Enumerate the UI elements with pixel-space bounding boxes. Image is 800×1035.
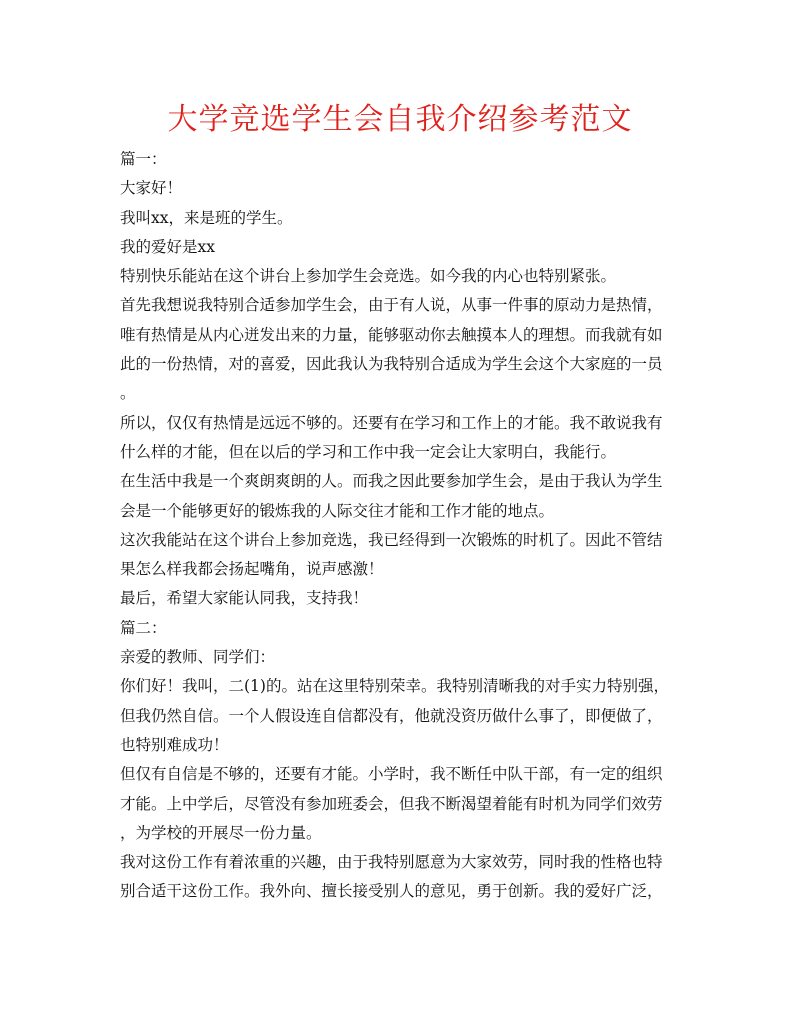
text-line: 别合适干这份工作。我外向、擅长接受别人的意见，勇于创新。我的爱好广泛，: [120, 882, 663, 901]
text-line: 我的爱好是xx: [120, 237, 215, 256]
text-line: 我对这份工作有着浓重的兴趣，由于我特别愿意为大家效劳，同时我的性格也特: [120, 853, 663, 872]
document-title: 大学竞选学生会自我介绍参考范文: [167, 102, 633, 137]
text-line: 我叫xx，来是班的学生。: [120, 208, 293, 227]
text-line: 首先我想说我特别合适参加学生会，由于有人说，从事一件事的原动力是热情，: [120, 296, 663, 315]
text-line: 亲爱的教师、同学们：: [120, 648, 276, 667]
text-line: 最后，希望大家能认同我，支持我！: [120, 589, 369, 608]
text-line: 这次我能站在这个讲台上参加竞选，我已经得到一次锻炼的时机了。因此不管结: [120, 530, 663, 549]
text-line: 但仅有自信是不够的，还要有才能。小学时，我不断任中队干部，有一定的组织: [120, 765, 663, 784]
text-line: 什么样的才能，但在以后的学习和工作中我一定会让大家明白，我能行。: [120, 442, 617, 461]
document-body: [120, 145, 680, 907]
text-line: 也特别难成功！: [120, 735, 229, 754]
text-line: 才能。上中学后，尽管没有参加班委会，但我不断渴望着能有时机为同学们效劳: [120, 794, 663, 813]
text-line: 。: [120, 384, 136, 403]
text-line: 所以，仅仅有热情是远远不够的。还要有在学习和工作上的才能。我不敢说我有: [120, 413, 663, 432]
text-line: 但我仍然自信。一个人假设连自信都没有，他就没资历做什么事了，即便做了，: [120, 706, 663, 725]
text-line: 你们好！我叫，二(1)的。站在这里特别荣幸。我特别清晰我的对手实力特别强，: [120, 677, 669, 696]
text-line: 大家好！: [120, 179, 183, 198]
text-line: 篇一：: [120, 150, 167, 168]
text-line: 在生活中我是一个爽朗爽朗的人。而我之因此要参加学生会，是由于我认为学生: [120, 472, 663, 491]
text-line: 会是一个能够更好的锻炼我的人际交往才能和工作才能的地点。: [120, 501, 555, 520]
text-line: 特别快乐能站在这个讲台上参加学生会竞选。如今我的内心也特别紧张。: [120, 267, 617, 286]
text-line: 篇二：: [120, 618, 167, 637]
text-line: 此的一份热情，对的喜爱，因此我认为我特别合适成为学生会这个大家庭的一员: [120, 355, 663, 374]
text-line: 唯有热情是从内心迸发出来的力量，能够驱动你去触摸本人的理想。而我就有如: [120, 325, 663, 344]
text-line: ，为学校的开展尽一份力量。: [120, 823, 322, 842]
text-line: 果怎么样我都会扬起嘴角，说声感激！: [120, 560, 384, 579]
